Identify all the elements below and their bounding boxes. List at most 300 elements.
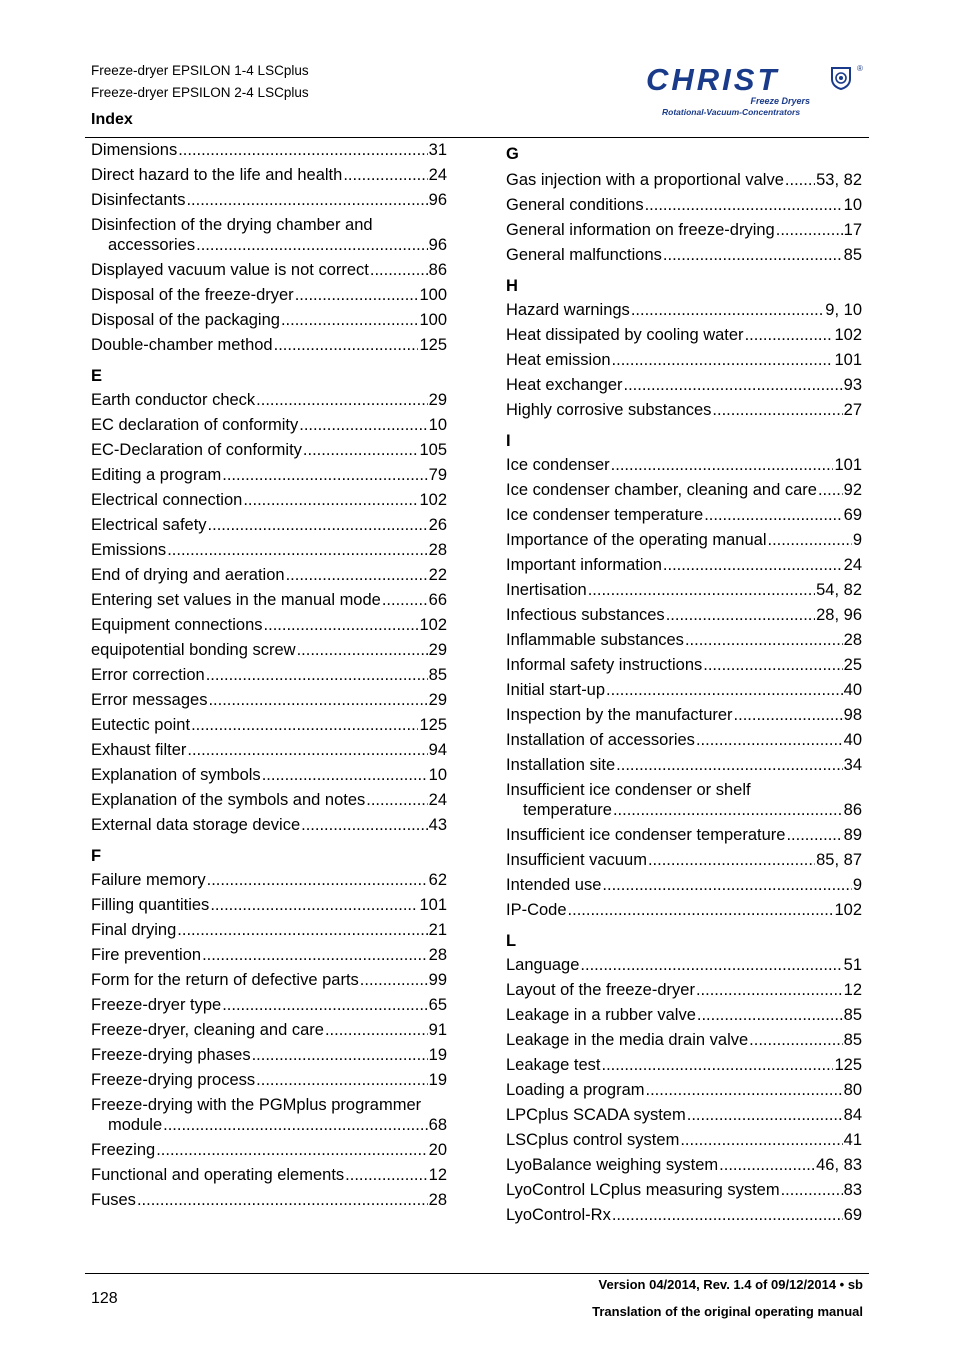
leader-dots [178,140,427,160]
index-entry-term: Highly corrosive substances [506,401,712,419]
leader-dots [745,325,834,345]
leader-dots [646,1080,843,1100]
leader-dots [281,310,419,330]
leader-dots [156,1140,427,1160]
index-entry-page: 19 [428,1071,447,1089]
index-entry-page: 40 [843,681,862,699]
index-entry-page: 69 [843,506,862,524]
index-entry-term: Freeze-dryer type [91,996,222,1014]
leader-dots [818,480,843,500]
index-entry-page: 85 [843,1006,862,1024]
index-entry-term: Insufficient vacuum [506,851,647,869]
leader-dots [580,955,842,975]
leader-dots [163,1115,428,1135]
index-entry-term: Infectious substances [506,606,665,624]
index-entry [91,640,447,665]
index-entry-term: Gas injection with a proportional valve [506,171,784,189]
leader-dots [325,1020,428,1040]
leader-dots [177,920,427,940]
index-entry [91,815,447,840]
index-entry-term-continued: accessories [108,236,196,254]
index-entry-term: Important information [506,556,662,574]
index-entry-term: EC declaration of conformity [91,416,299,434]
leader-dots [207,870,428,890]
index-entry-term: Disinfectants [91,191,186,209]
leader-dots [785,170,815,190]
index-entry-term: EC-Declaration of conformity [91,441,302,459]
index-entry [506,530,862,555]
index-entry-page: 125 [419,716,447,734]
index-entry-term: LSCplus control system [506,1131,680,1149]
index-entry-page: 101 [419,896,447,914]
index-entry-term: Freeze-dryer, cleaning and care [91,1021,324,1039]
index-entry-page: 93 [843,376,862,394]
leader-dots [685,630,843,650]
index-entry [91,995,447,1020]
index-entry-term: Entering set values in the manual mode [91,591,381,609]
leader-dots [624,375,843,395]
index-entry-term: Dimensions [91,141,178,159]
index-entry-page: 89 [843,826,862,844]
index-entry-term: Language [506,956,580,974]
index-entry [91,515,447,540]
index-entry-page: 40 [843,731,862,749]
index-entry-page: 51 [843,956,862,974]
index-entry [506,455,862,480]
leader-dots [252,1045,428,1065]
index-entry-page: 28 [428,946,447,964]
index-entry-term: Informal safety instructions [506,656,703,674]
index-letter-heading: E [91,367,103,385]
index-entry-term: Displayed vacuum value is not correct [91,261,369,279]
index-entry-page: 54, 82 [816,581,862,599]
index-entry [506,1105,862,1130]
index-entry-term: Installation site [506,756,616,774]
leader-dots [712,400,842,420]
leader-dots [663,555,843,575]
index-entry [506,825,862,850]
index-entry-term: LyoControl LCplus measuring system [506,1181,780,1199]
index-entry-page: 9 [852,531,862,549]
index-entry-term: Freezing [91,1141,156,1159]
index-entry-page: 10 [428,416,447,434]
index-entry-page: 12 [428,1166,447,1184]
leader-dots [663,245,843,265]
index-entry-term: Installation of accessories [506,731,695,749]
leader-dots [704,505,842,525]
index-entry-term: Heat exchanger [506,376,623,394]
index-entry-page: 100 [419,311,447,329]
leader-dots [222,995,427,1015]
index-letter-heading: I [506,432,511,450]
index-entry-page: 85 [843,1031,862,1049]
index-entry-page: 28 [428,541,447,559]
index-entry [91,285,447,310]
index-entry [91,1070,447,1095]
index-entry-term: Form for the return of defective parts [91,971,359,989]
index-entry-term: Disinfection of the drying chamber and [91,216,373,234]
leader-dots [666,605,815,625]
index-entry-page: 12 [843,981,862,999]
index-entry-page: 9, 10 [825,301,862,319]
index-entry-term: Emissions [91,541,167,559]
index-entry [506,850,862,875]
index-entry-page: 28, 96 [816,606,862,624]
index-entry-term: Leakage in the media drain valve [506,1031,749,1049]
leader-dots [687,1105,843,1125]
index-entry [91,920,447,945]
index-entry [506,630,862,655]
index-entry-term: Double-chamber method [91,336,273,354]
index-entry [91,1165,447,1190]
leader-dots [202,945,428,965]
leader-dots [370,260,428,280]
header-divider [85,137,869,138]
leader-dots [262,765,428,785]
index-entry-page: 85, 87 [816,851,862,869]
index-entry-page: 43 [428,816,447,834]
index-entry [91,310,447,335]
index-entry-term: Importance of the operating manual [506,531,767,549]
leader-dots [264,615,419,635]
index-letter-heading: F [91,847,102,865]
leader-dots [303,440,419,460]
index-entry-page: 125 [834,1056,862,1074]
leader-dots [612,350,834,370]
index-entry [91,870,447,895]
leader-dots [187,740,427,760]
leader-dots [697,1005,843,1025]
index-entry-page: 24 [843,556,862,574]
leader-dots [616,755,842,775]
leader-dots [781,1180,843,1200]
leader-dots [606,680,843,700]
index-entry-page: 65 [428,996,447,1014]
index-entry-term: Fire prevention [91,946,202,964]
index-entry [91,215,447,260]
index-entry [506,350,862,375]
index-entry [506,705,862,730]
index-entry-page: 10 [428,766,447,784]
leader-dots [186,190,427,210]
index-entry-page: 68 [428,1116,447,1134]
index-entry [506,780,862,825]
index-entry [506,1205,862,1230]
index-entry-term: Freeze-drying with the PGMplus programmer [91,1096,422,1114]
index-entry-page: 66 [428,591,447,609]
index-entry-term: Explanation of the symbols and notes [91,791,366,809]
leader-dots [696,980,843,1000]
index-entry-page: 102 [834,901,862,919]
index-entry [91,490,447,515]
leader-dots [360,970,428,990]
index-entry-term: Eutectic point [91,716,191,734]
index-entry-page: 20 [428,1141,447,1159]
index-entry-page: 86 [843,801,862,819]
index-entry [91,1020,447,1045]
leader-dots [206,665,428,685]
leader-dots [297,640,428,660]
index-letter-heading: G [506,145,519,163]
index-entry-page: 102 [834,326,862,344]
index-entry-page: 86 [428,261,447,279]
logo-shield-icon [830,66,852,90]
index-entry-term: General information on freeze-drying [506,221,775,239]
index-entry-term: equipotential bonding screw [91,641,296,659]
index-entry-term: Heat dissipated by cooling water [506,326,744,344]
index-entry-page: 25 [843,656,862,674]
leader-dots [210,895,418,915]
leader-dots [243,490,418,510]
index-entry [91,895,447,920]
index-entry [506,980,862,1005]
index-entry-page: 9 [852,876,862,894]
index-entry-term: Error messages [91,691,208,709]
index-entry-term: Equipment connections [91,616,263,634]
index-entry-term: Intended use [506,876,602,894]
leader-dots [137,1190,428,1210]
index-entry-page: 28 [843,631,862,649]
index-letter-heading: H [506,277,518,295]
index-entry-term-continued: temperature [523,801,612,819]
index-entry-term: Error correction [91,666,205,684]
index-entry [506,1055,862,1080]
index-entry-term: Inflammable substances [506,631,684,649]
index-entry [506,325,862,350]
leader-dots [602,875,851,895]
index-entry [506,955,862,980]
index-entry [91,765,447,790]
index-entry [506,480,862,505]
index-entry-page: 34 [843,756,862,774]
leader-dots [295,285,419,305]
index-entry [506,245,862,270]
index-entry [91,1095,447,1140]
index-entry [91,190,447,215]
index-entry [91,590,447,615]
index-column-right [506,140,862,1230]
index-entry [91,1140,447,1165]
index-entry-page: 99 [428,971,447,989]
leader-dots [680,1130,842,1150]
index-entry-term: Heat emission [506,351,611,369]
index-entry-term: Explanation of symbols [91,766,261,784]
index-entry-term: Final drying [91,921,177,939]
index-entry-page: 29 [428,391,447,409]
leader-dots [345,1165,427,1185]
index-entry-page: 125 [419,336,447,354]
index-entry-page: 105 [419,441,447,459]
index-entry [506,1130,862,1155]
index-entry-term: Filling quantities [91,896,210,914]
leader-dots [648,850,815,870]
leader-dots [749,1030,842,1050]
index-entry-page: 62 [428,871,447,889]
leader-dots [286,565,428,585]
index-entry-page: 102 [419,491,447,509]
index-entry [506,900,862,925]
index-entry-page: 17 [843,221,862,239]
index-entry-term: Leakage in a rubber valve [506,1006,696,1024]
leader-dots [382,590,428,610]
index-entry-term: Electrical connection [91,491,243,509]
index-entry-page: 85 [428,666,447,684]
index-entry [91,740,447,765]
index-entry-term: LyoBalance weighing system [506,1156,719,1174]
leader-dots [196,235,428,255]
logo-registered-mark: ® [857,64,863,73]
leader-dots [256,390,427,410]
leader-dots [343,165,427,185]
index-entry [91,260,447,285]
index-entry [506,375,862,400]
index-entry-term: Loading a program [506,1081,645,1099]
index-entry-term: End of drying and aeration [91,566,285,584]
leader-dots [611,455,834,475]
index-entry [506,400,862,425]
index-entry-term: Ice condenser [506,456,610,474]
index-column-left [91,140,447,1215]
index-entry-page: 96 [428,191,447,209]
index-entry-page: 24 [428,791,447,809]
index-entry [506,605,862,630]
logo-wordmark: CHRIST [646,62,780,97]
index-entry [506,1005,862,1030]
index-entry-page: 96 [428,236,447,254]
index-entry-page: 84 [843,1106,862,1124]
index-entry-page: 98 [843,706,862,724]
index-entry [506,170,862,195]
leader-dots [631,300,824,320]
index-entry [506,755,862,780]
index-entry [91,665,447,690]
leader-dots [222,465,427,485]
leader-dots [301,815,428,835]
index-entry [506,1080,862,1105]
leader-dots [208,690,427,710]
leader-dots [719,1155,815,1175]
index-entry [506,1180,862,1205]
index-entry-term: Fuses [91,1191,136,1209]
index-entry [91,390,447,415]
index-entry-page: 27 [843,401,862,419]
index-entry-page: 29 [428,691,447,709]
index-entry-term: Layout of the freeze-dryer [506,981,695,999]
index-entry [91,335,447,360]
index-entry-page: 31 [428,141,447,159]
index-entry [91,790,447,815]
index-entry [91,540,447,565]
index-entry-term: LyoControl-Rx [506,1206,611,1224]
index-entry [506,730,862,755]
index-entry-term: External data storage device [91,816,301,834]
leader-dots [588,580,815,600]
index-entry-page: 92 [843,481,862,499]
index-entry-page: 46, 83 [816,1156,862,1174]
index-entry-page: 10 [843,196,862,214]
header-product-line-2: Freeze-dryer EPSILON 2-4 LSCplus [91,85,309,100]
index-entry-page: 28 [428,1191,447,1209]
leader-dots [299,415,427,435]
leader-dots [613,800,843,820]
index-entry-page: 83 [843,1181,862,1199]
index-entry-term: Ice condenser chamber, cleaning and care [506,481,817,499]
index-entry-term: Electrical safety [91,516,207,534]
index-entry-term: Inertisation [506,581,587,599]
index-entry-term: Freeze-drying phases [91,1046,251,1064]
index-entry [506,300,862,325]
index-entry [91,715,447,740]
index-letter-heading: L [506,932,517,950]
leader-dots [776,220,843,240]
index-entry-term: Earth conductor check [91,391,256,409]
leader-dots [768,530,852,550]
index-entry [91,440,447,465]
index-entry-page: 69 [843,1206,862,1224]
index-entry-term: Direct hazard to the life and health [91,166,343,184]
index-entry-term: Failure memory [91,871,206,889]
index-entry [506,875,862,900]
index-entry-page: 101 [834,351,862,369]
index-entry [506,555,862,580]
leader-dots [696,730,843,750]
leader-dots [703,655,842,675]
index-entry [91,970,447,995]
index-entry-term: Disposal of the freeze-dryer [91,286,294,304]
index-entry [91,615,447,640]
index-entry-page: 80 [843,1081,862,1099]
leader-dots [734,705,843,725]
index-entry-term: General malfunctions [506,246,662,264]
index-entry-term: Insufficient ice condenser or shelf [506,781,751,799]
index-entry-term: IP-Code [506,901,567,919]
leader-dots [366,790,427,810]
index-entry-page: 85 [843,246,862,264]
index-entry-term-continued: module [108,1116,163,1134]
index-entry-page: 101 [834,456,862,474]
index-entry-page: 102 [419,616,447,634]
index-entry-term: Freeze-drying process [91,1071,256,1089]
index-entry-term: Insufficient ice condenser temperature [506,826,786,844]
index-entry-page: 21 [428,921,447,939]
index-entry [91,565,447,590]
leader-dots [191,715,418,735]
header-product-line-1: Freeze-dryer EPSILON 1-4 LSCplus [91,63,309,78]
leader-dots [786,825,842,845]
index-entry-page: 22 [428,566,447,584]
index-entry [506,1155,862,1180]
footer-version: Version 04/2014, Rev. 1.4 of 09/12/2014 • sb [598,1277,863,1292]
index-entry [506,505,862,530]
index-entry-term: Initial start-up [506,681,606,699]
index-entry-term: Leakage test [506,1056,601,1074]
index-entry-page: 24 [428,166,447,184]
index-entry-term: Exhaust filter [91,741,187,759]
index-entry [91,1190,447,1215]
index-entry-page: 79 [428,466,447,484]
index-entry-page: 19 [428,1046,447,1064]
page-number: 128 [91,1290,118,1307]
index-entry [91,690,447,715]
index-entry-term: Inspection by the manufacturer [506,706,733,724]
leader-dots [274,335,419,355]
index-entry-page: 53, 82 [816,171,862,189]
footer-translation-note: Translation of the original operating manual [592,1304,863,1319]
index-entry-term: Ice condenser temperature [506,506,704,524]
index-entry [506,580,862,605]
index-entry [91,415,447,440]
index-entry-page: 100 [419,286,447,304]
